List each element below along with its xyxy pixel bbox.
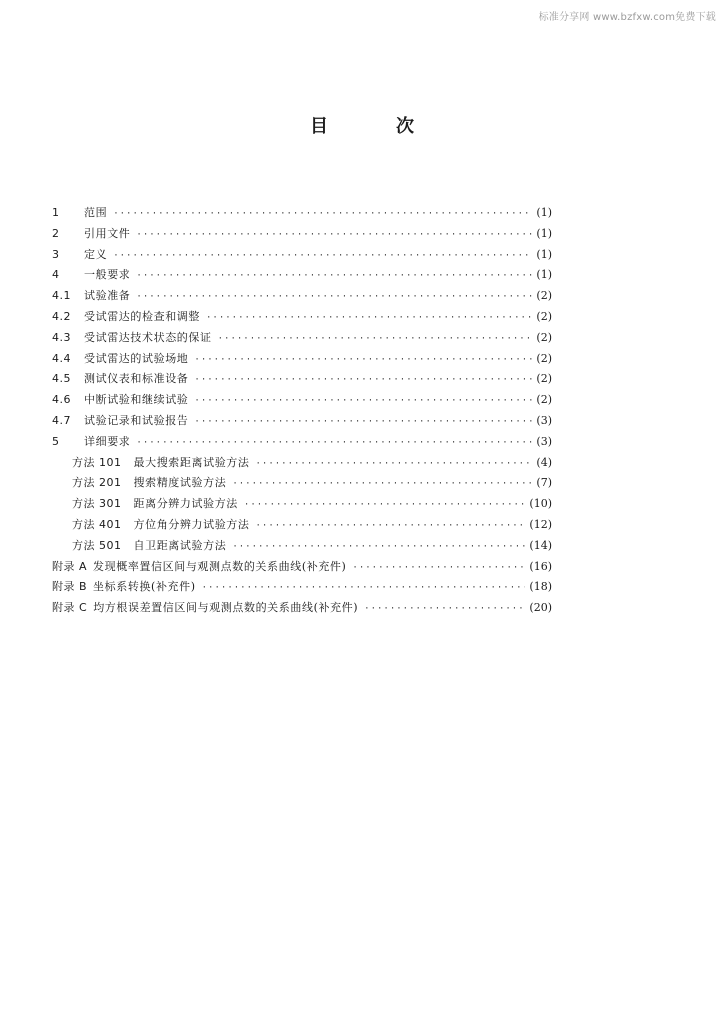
toc-entry[interactable] [52,265,552,286]
table-of-contents [52,203,552,619]
toc-entry[interactable] [52,577,552,598]
toc-entry-page: (3) [536,413,552,427]
toc-entry-number: 5 [52,434,60,448]
toc-entry-title: 受试雷达的试验场地 [84,351,189,365]
toc-entry-title: 定义 [84,247,108,261]
toc-entry-number: 方法 301 [72,497,122,511]
toc-entry[interactable] [52,224,552,245]
toc-leader-dots [206,308,532,329]
toc-leader-dots [194,412,532,433]
toc-leader-dots [136,287,532,308]
toc-entry-number: 4 [52,268,60,282]
toc-entry-page: (20) [529,601,552,615]
toc-entry-number: 4.1 [52,289,71,303]
toc-leader-dots [194,391,532,412]
toc-entry-title: 方位角分辨力试验方法 [133,517,250,531]
page-title [0,112,724,138]
toc-entry-page: (2) [536,351,552,365]
toc-leader-dots [256,454,533,475]
toc-entry[interactable] [52,598,552,619]
toc-entry[interactable] [52,453,552,474]
toc-entry[interactable] [52,473,552,494]
toc-leader-dots [364,599,525,620]
toc-entry-number: 3 [52,247,60,261]
toc-entry-title: 均方根误差置信区间与观测点数的关系曲线(补充件) [93,601,359,615]
toc-entry-number: 方法 201 [72,476,122,490]
toc-entry-title: 详细要求 [84,434,131,448]
toc-entry-number: 方法 101 [72,455,122,469]
toc-leader-dots [352,558,525,579]
toc-entry-page: (2) [536,330,552,344]
toc-entry-title: 中断试验和继续试验 [84,393,189,407]
toc-entry[interactable] [52,411,552,432]
toc-leader-dots [136,433,532,454]
toc-entry-title: 距离分辨力试验方法 [133,497,238,511]
toc-entry-title: 受试雷达的检查和调整 [84,309,200,323]
title-char-right: 次 [396,116,414,137]
toc-entry[interactable] [52,390,552,411]
toc-entry-title: 受试雷达技术状态的保证 [84,330,212,344]
toc-leader-dots [136,266,532,287]
toc-leader-dots [244,495,526,516]
toc-entry-page: (18) [529,580,552,594]
toc-entry-number: 4.5 [52,372,71,386]
toc-entry-page: (7) [536,476,552,490]
toc-entry-title: 坐标系转换(补充件) [93,580,196,594]
toc-entry-page: (2) [536,309,552,323]
toc-entry[interactable] [52,286,552,307]
toc-entry[interactable] [52,307,552,328]
toc-entry-title: 测试仪表和标准设备 [84,372,189,386]
toc-entry[interactable] [52,432,552,453]
toc-entry-page: (2) [536,393,552,407]
toc-entry-number: 附录 C [52,601,88,615]
toc-entry-page: (1) [536,206,552,219]
toc-entry-number: 方法 401 [72,517,122,531]
watermark-text: 标准分享网 www.bzfxw.com免费下载 [538,12,716,23]
toc-entry-page: (12) [529,517,552,531]
toc-entry[interactable] [52,515,552,536]
toc-leader-dots [136,225,532,246]
toc-entry[interactable] [52,328,552,349]
toc-leader-dots [194,350,532,371]
toc-entry-page: (14) [529,538,552,552]
toc-entry-page: (10) [529,497,552,511]
toc-leader-dots [232,474,532,495]
toc-entry-title: 范围 [84,206,108,219]
toc-entry-title: 搜索精度试验方法 [133,476,227,490]
toc-entry-number: 附录 B [52,580,88,594]
toc-entry[interactable] [52,245,552,266]
toc-entry-page: (1) [536,247,552,261]
toc-entry-number: 4.2 [52,309,71,323]
toc-leader-dots [232,537,525,558]
toc-entry-page: (2) [536,289,552,303]
toc-entry-page: (16) [529,559,552,573]
toc-entry-number: 4.4 [52,351,71,365]
toc-leader-dots [218,329,533,350]
toc-entry[interactable] [52,369,552,390]
toc-entry-title: 试验准备 [84,289,131,303]
toc-entry[interactable] [52,494,552,515]
toc-entry[interactable] [52,203,552,224]
toc-entry-page: (4) [536,455,552,469]
toc-entry-number: 4.7 [52,413,71,427]
title-char-left: 目 [310,116,328,137]
toc-entry-number: 4.6 [52,393,71,407]
toc-leader-dots [202,578,526,599]
toc-entry-title: 自卫距离试验方法 [133,538,227,552]
toc-leader-dots [194,370,532,391]
toc-entry-page: (3) [536,434,552,448]
toc-entry[interactable] [52,557,552,578]
toc-entry-title: 引用文件 [84,226,131,240]
toc-entry-title: 最大搜索距离试验方法 [133,455,250,469]
toc-entry-number: 2 [52,226,60,240]
toc-entry-number: 4.3 [52,330,71,344]
toc-entry[interactable] [52,349,552,370]
toc-entry-number: 附录 A [52,559,88,573]
toc-leader-dots [113,246,532,267]
toc-entry-page: (1) [536,268,552,282]
toc-leader-dots [113,204,532,225]
toc-entry-title: 发现概率置信区间与观测点数的关系曲线(补充件) [93,559,347,573]
toc-entry-page: (1) [536,226,552,240]
toc-entry-title: 试验记录和试验报告 [84,413,189,427]
toc-entry[interactable] [52,536,552,557]
toc-leader-dots [256,516,526,537]
toc-entry-title: 一般要求 [84,268,131,282]
toc-entry-number: 1 [52,206,60,219]
toc-entry-page: (2) [536,372,552,386]
toc-entry-number: 方法 501 [72,538,122,552]
